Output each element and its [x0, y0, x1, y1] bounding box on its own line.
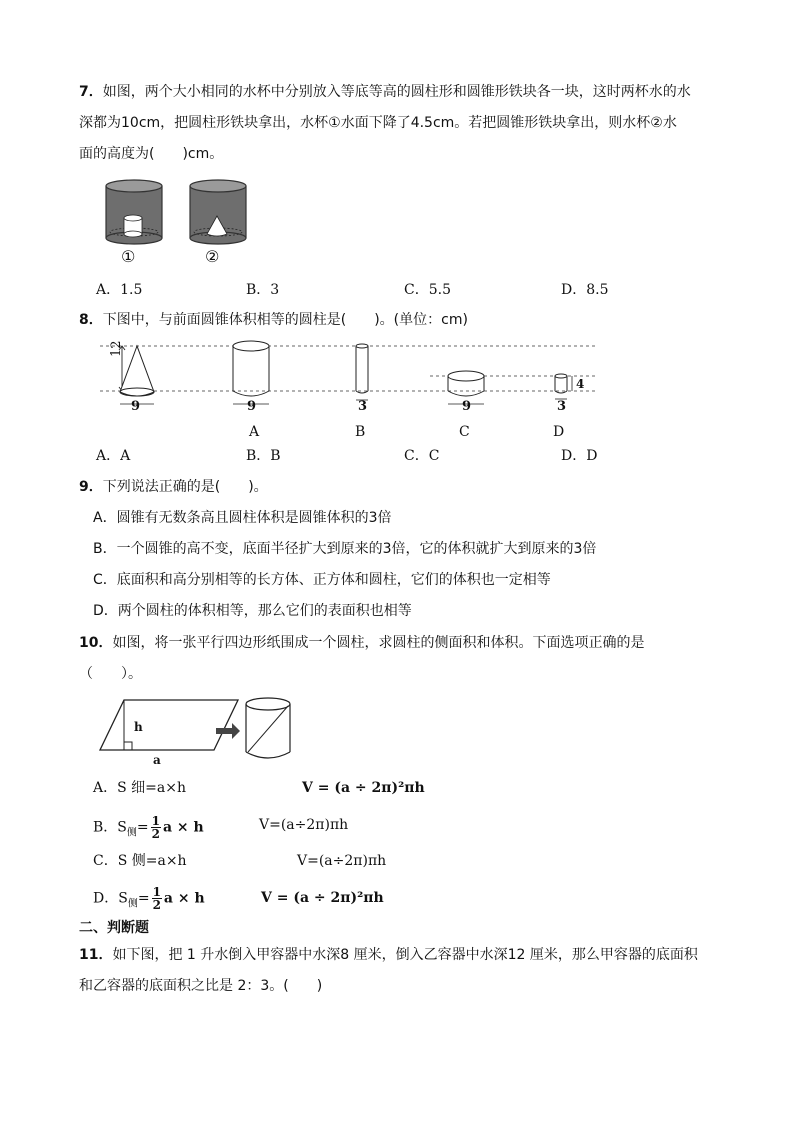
cup-2-icon — [190, 180, 246, 244]
cyl-a-label: A — [249, 424, 260, 440]
rolled-cylinder-shape — [246, 698, 290, 758]
q7-line3: 面的高度为( )cm。 — [79, 146, 224, 162]
q9-line: 9．下列说法正确的是( )。 — [79, 479, 268, 495]
q9-option-a[interactable]: A．圆锥有无数条高且圆柱体积是圆锥体积的3倍 — [93, 510, 392, 526]
cyl-a-diameter-label: 9 — [247, 399, 257, 414]
q8-figure — [100, 336, 600, 436]
cyl-d-label: D — [553, 424, 565, 440]
fraction: $\frac{1}{2}$ — [151, 814, 160, 841]
q10-option-d[interactable]: D．$S_侧=$ $\frac{1}{2}$ a × h — [93, 885, 205, 912]
q10-option-a[interactable] — [93, 778, 186, 798]
q10-h-label: h — [134, 720, 143, 734]
q7-line2: 深都为10cm，把圆柱形铁块拿出，水杯①水面下降了4.5cm。若把圆锥形铁块拿出，则水杯②水 — [79, 115, 677, 131]
q11-line1: 11．如下图，把 1 升水倒入甲容器中水深8 厘米，倒入乙容器中水深12 厘米，那么甲容器的底面积 — [79, 947, 698, 963]
cup-2-label: ② — [205, 247, 220, 266]
q9-option-d[interactable]: D．两个圆柱的体积相等，那么它们的表面积也相等 — [93, 603, 412, 619]
q10-line1: 10．如图，将一张平行四边形纸围成一个圆柱，求圆柱的侧面积和体积。下面选项正确的是 — [79, 635, 645, 651]
cyl-c-label: C — [459, 424, 470, 440]
q10-option-b-volume: V=(a÷2π)πh — [259, 817, 349, 833]
cyl-b-diameter-label: 3 — [358, 399, 368, 414]
q10-a-label: a — [153, 753, 161, 767]
q10-option-c[interactable]: C．S 侧=a×h — [93, 853, 187, 869]
q11-line2: 和乙容器的底面积之比是 2：3。( ) — [79, 978, 323, 994]
cone-diameter-label: 9 — [131, 399, 141, 414]
fraction: $\frac{1}{2}$ — [152, 885, 161, 912]
cyl-c-diameter-label: 9 — [462, 399, 472, 414]
q10-option-a-volume: V = (a ÷ 2π)²πh — [302, 780, 425, 796]
q11-number: 11． — [79, 947, 113, 963]
q8-option-b[interactable]: B．B — [246, 448, 281, 464]
q8-line: 8．下图中，与前面圆锥体积相等的圆柱是( )。(单位：cm) — [79, 312, 468, 328]
cup-1-icon — [106, 180, 162, 244]
q10-option-d-volume: V = (a ÷ 2π)²πh — [261, 890, 384, 906]
q10-line2: （ ）。 — [79, 666, 142, 682]
q7-option-c[interactable]: C．5.5 — [404, 282, 451, 298]
cyl-d-height-label: 4 — [576, 377, 585, 391]
q8-option-d[interactable]: D．D — [561, 448, 598, 464]
q7-line1: 7．如图，两个大小相同的水杯中分别放入等底等高的圆柱形和圆锥形铁块各一块，这时两杯水的水 — [79, 84, 691, 100]
cup-1-label: ① — [121, 247, 136, 266]
q10-option-b[interactable]: B．$S_侧=$ $\frac{1}{2}$ a × h — [93, 814, 204, 841]
q10-number: 10． — [79, 635, 113, 651]
q10-figure — [98, 692, 298, 762]
parallelogram-shape — [100, 700, 238, 750]
cylinder-b-shape — [356, 344, 368, 400]
q9-number: 9． — [79, 479, 103, 495]
q9-option-c[interactable]: C．底面积和高分别相等的长方体、正方体和圆柱，它们的体积也一定相等 — [93, 572, 551, 588]
q10-option-c-volume: V=(a÷2π)πh — [297, 853, 387, 869]
q7-option-a[interactable]: A．1.5 — [96, 282, 143, 298]
q8-option-a[interactable]: A．A — [96, 448, 131, 464]
q7-number: 7． — [79, 84, 103, 100]
q8-number: 8． — [79, 312, 103, 328]
cyl-d-diameter-label: 3 — [557, 399, 567, 414]
q7-option-d[interactable]: D．8.5 — [561, 282, 609, 298]
section-heading: 二、判断题 — [79, 920, 149, 936]
cylinder-a-shape — [233, 341, 269, 404]
q8-option-c[interactable]: C．C — [404, 448, 440, 464]
q7-option-b[interactable]: B．3 — [246, 282, 280, 298]
cone-height-label: 12 — [109, 340, 124, 357]
cylinder-d-shape — [555, 374, 572, 399]
cyl-b-label: B — [355, 424, 366, 440]
q10-option-a-area: A．S 细=a×h — [93, 780, 186, 796]
q9-option-b[interactable]: B．一个圆锥的高不变，底面半径扩大到原来的3倍，它的体积就扩大到原来的3倍 — [93, 541, 597, 557]
